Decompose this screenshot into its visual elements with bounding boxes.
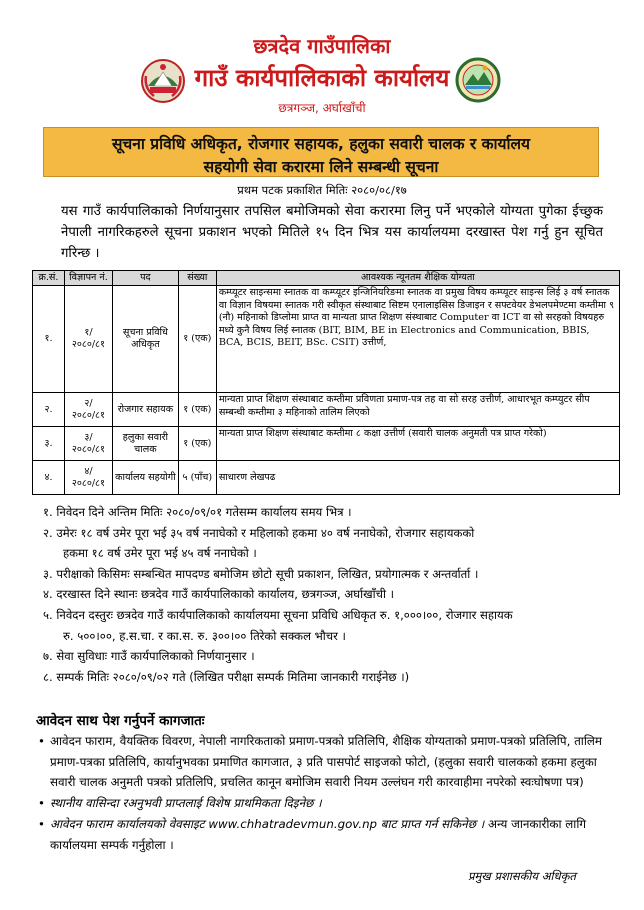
row-sn: १. [33, 286, 65, 393]
letterhead [0, 0, 644, 125]
note-item: २. उमेरः १८ वर्ष उमेर पूरा भई ३५ वर्ष ननाघेको र महिलाको हकमा ४० वर्ष ननाघेको, रोजगार सहायकको [43, 525, 475, 540]
row-post: हलुका सवारी चालक [112, 427, 178, 461]
header-post: पद [112, 271, 178, 286]
documents-heading: आवेदन साथ पेश गर्नुपर्ने कागजातः [36, 713, 205, 729]
vacancy-table [32, 270, 620, 495]
municipality-logo-icon [455, 55, 501, 105]
note-item: ५. निवेदन दस्तुरः छत्रदेव गाउँ कार्यपालिकाको कार्यालयमा सूचना प्रविधि अधिकृत रु. १,०००।००, रोजगार सहायक [43, 607, 513, 622]
notice-title-line1: सूचना प्रविधि अधिकृत, रोजगार सहायक, हलुका सवारी चालक र कार्यालय [111, 135, 531, 153]
row-adno: ३/ २०८०/८१ [64, 427, 112, 461]
document-item: • आवेदन फाराम, वैयक्तिक विवरण, नेपाली नागरिकताको प्रमाण-पत्रको प्रतिलिपि, शैक्षिक योग्यताको प्रमाण-पत्रको प्रतिलिपि, तालिम प्रमाण-पत्रका प्रतिलिपि, कार्यानुभवका प्रमाणित कागजात, ३ प्रति पासपोर्ट साइजको फोटो, (हलुका सवारी चालकको हकमा हलुका सवारी चालक अनुमती पत्रको प्रतिलिपि, प्रचलित कानून बमोजिम सवारी नियम उल्लंघन गरी कारवाहीमा नपरेको स्वःघोषणा पत्र) [36, 731, 608, 793]
row-qualification: कम्प्यूटर साइन्समा स्नातक वा कम्प्यूटर इन्जिनियरिङमा स्नातक वा प्रमुख विषय कम्प्यूटर साइन्स लिई ३ वर्ष स्नातक वा विज्ञान विषयमा स्नातक गरी स्वीकृत संस्थाबाट सिष्टम एनालाइसिस डिजाइन र सफ्टवेयर डेभलपमेण्टमा कम्तीमा ९ (नौ) महिनाको डिप्लोमा प्राप्त वा मान्यता प्राप्त शिक्षण संस्थाबाट Computer वा ICT वा सो सरहको विषयहरु मध्ये कुनै विषय लिई स्नातक (BIT, BIM, BE in Electronics and Communication, BBIS, BCA, BCIS, BEIT, BSc. CSIT) उत्तीर्ण, [216, 286, 619, 393]
note-item: ७. सेवा सुविधाः गाउँ कार्यपालिकाको निर्णयानुसार । [43, 649, 255, 664]
signatory-title: प्रमुख प्रशासकीय अधिकृत [468, 869, 576, 883]
table-header-row [33, 271, 620, 286]
row-sn: ४. [33, 461, 65, 495]
row-count: १ (एक) [178, 286, 216, 393]
row-count: १ (एक) [178, 427, 216, 461]
note-item: ८. सम्पर्क मितिः २०८०/०९/०२ गते (लिखित परीक्षा सम्पर्क मितिमा जानकारी गराईनेछ ।) [43, 669, 410, 684]
row-post: सूचना प्रविधि अधिकृत [112, 286, 178, 393]
header-qualification: आवश्यक न्यूनतम शैक्षिक योग्यता [216, 271, 619, 286]
note-item: रु. ५००।००, ह.स.चा. र का.स. रु. ३००।०० तिरेको सक्कल भौचर । [63, 628, 346, 643]
note-item: ४. दरखास्त दिने स्थानः छत्रदेव गाउँ कार्यपालिकाको कार्यालय, छत्रगञ्ज, अर्घाखाँची । [43, 587, 395, 602]
row-post: कार्यालय सहयोगी [112, 461, 178, 495]
row-sn: ३. [33, 427, 65, 461]
notice-title-box [43, 127, 599, 177]
table-row [33, 427, 620, 461]
table-row [33, 286, 620, 393]
row-count: ५ (पाँच) [178, 461, 216, 495]
documents-list [36, 731, 608, 855]
row-adno: ४/ २०८०/८१ [64, 461, 112, 495]
row-qualification: मान्यता प्राप्त शिक्षण संस्थाबाट कम्तीमा प्रविणता प्रमाण-पत्र तह वा सो सरह उत्तीर्ण, आधारभूत कम्प्युटर सीप सम्बन्धी कम्तीमा ३ महिनाको तालिम लिएको [216, 393, 619, 427]
document-item: • स्थानीय वासिन्दा रअनुभवी प्राप्तलाई विशेष प्राथमिकता दिइनेछ । [36, 793, 608, 814]
table-row [33, 461, 620, 495]
website-note: आवेदन फाराम कार्यालयको वेवसाइट www.chhatradevmun.gov.np बाट प्राप्त गर्न सकिनेछ । [50, 816, 485, 831]
published-date: प्रथम पटक प्रकाशित मितिः २०८०/०८/१७ [237, 183, 407, 197]
note-item: ३. परीक्षाको किसिमः सम्बन्धित मापदण्ड बमोजिम छोटो सूची प्रकाशन, लिखित, प्रयोगात्मक र अन्तर्वार्ता । [43, 566, 479, 581]
document-item [36, 814, 608, 855]
note-item: १. निवेदन दिने अन्तिम मितिः २०८०/०९/०१ गतेसम्म कार्यालय समय भित्र । [43, 505, 352, 519]
nepal-emblem-icon [140, 58, 186, 104]
row-adno: २/ २०८०/८१ [64, 393, 112, 427]
header-adno: विज्ञापन नं. [64, 271, 112, 286]
row-sn: २. [33, 393, 65, 427]
contact-note: अन्य जानकारीका लागि कार्यालयमा सम्पर्क गर्नुहोला । [50, 816, 587, 852]
table-row [33, 393, 620, 427]
row-adno: १/ २०८०/८१ [64, 286, 112, 393]
notice-title-line2: सहयोगी सेवा करारमा लिने सम्बन्धी सूचना [203, 158, 439, 176]
row-qualification: मान्यता प्राप्त शिक्षण संस्थाबाट कम्तीमा ८ कक्षा उत्तीर्ण (सवारी चालक अनुमती पत्र प्राप्त गरेको) [216, 427, 619, 461]
office-name: गाउँ कार्यपालिकाको कार्यालय [194, 64, 450, 92]
note-item: हकमा १८ वर्ष उमेर पूरा भई ४५ वर्ष ननाघेको । [63, 546, 257, 561]
row-post: रोजगार सहायक [112, 393, 178, 427]
office-address: छत्रगञ्ज, अर्घाखाँची [278, 101, 366, 115]
header-sn: क्र.सं. [33, 271, 65, 286]
row-qualification: साधारण लेखपढ [216, 461, 619, 495]
header-count: संख्या [178, 271, 216, 286]
notes-list [43, 502, 613, 687]
row-count: १ (एक) [178, 393, 216, 427]
intro-paragraph: यस गाउँ कार्यपालिकाको निर्णयानुसार तपसिल बमोजिमको सेवा करारमा लिनु पर्ने भएकोले योग्यता पुगेका ईच्छुक नेपाली नागरिकहरुले सूचना प्रकाशन भएको मितिले १५ दिन भित्र यस कार्यालयमा दरखास्त पेश गर्नु हुन सूचित गरिन्छ । [61, 204, 603, 261]
municipality-name: छत्रदेव गाउँपालिका [253, 34, 391, 58]
